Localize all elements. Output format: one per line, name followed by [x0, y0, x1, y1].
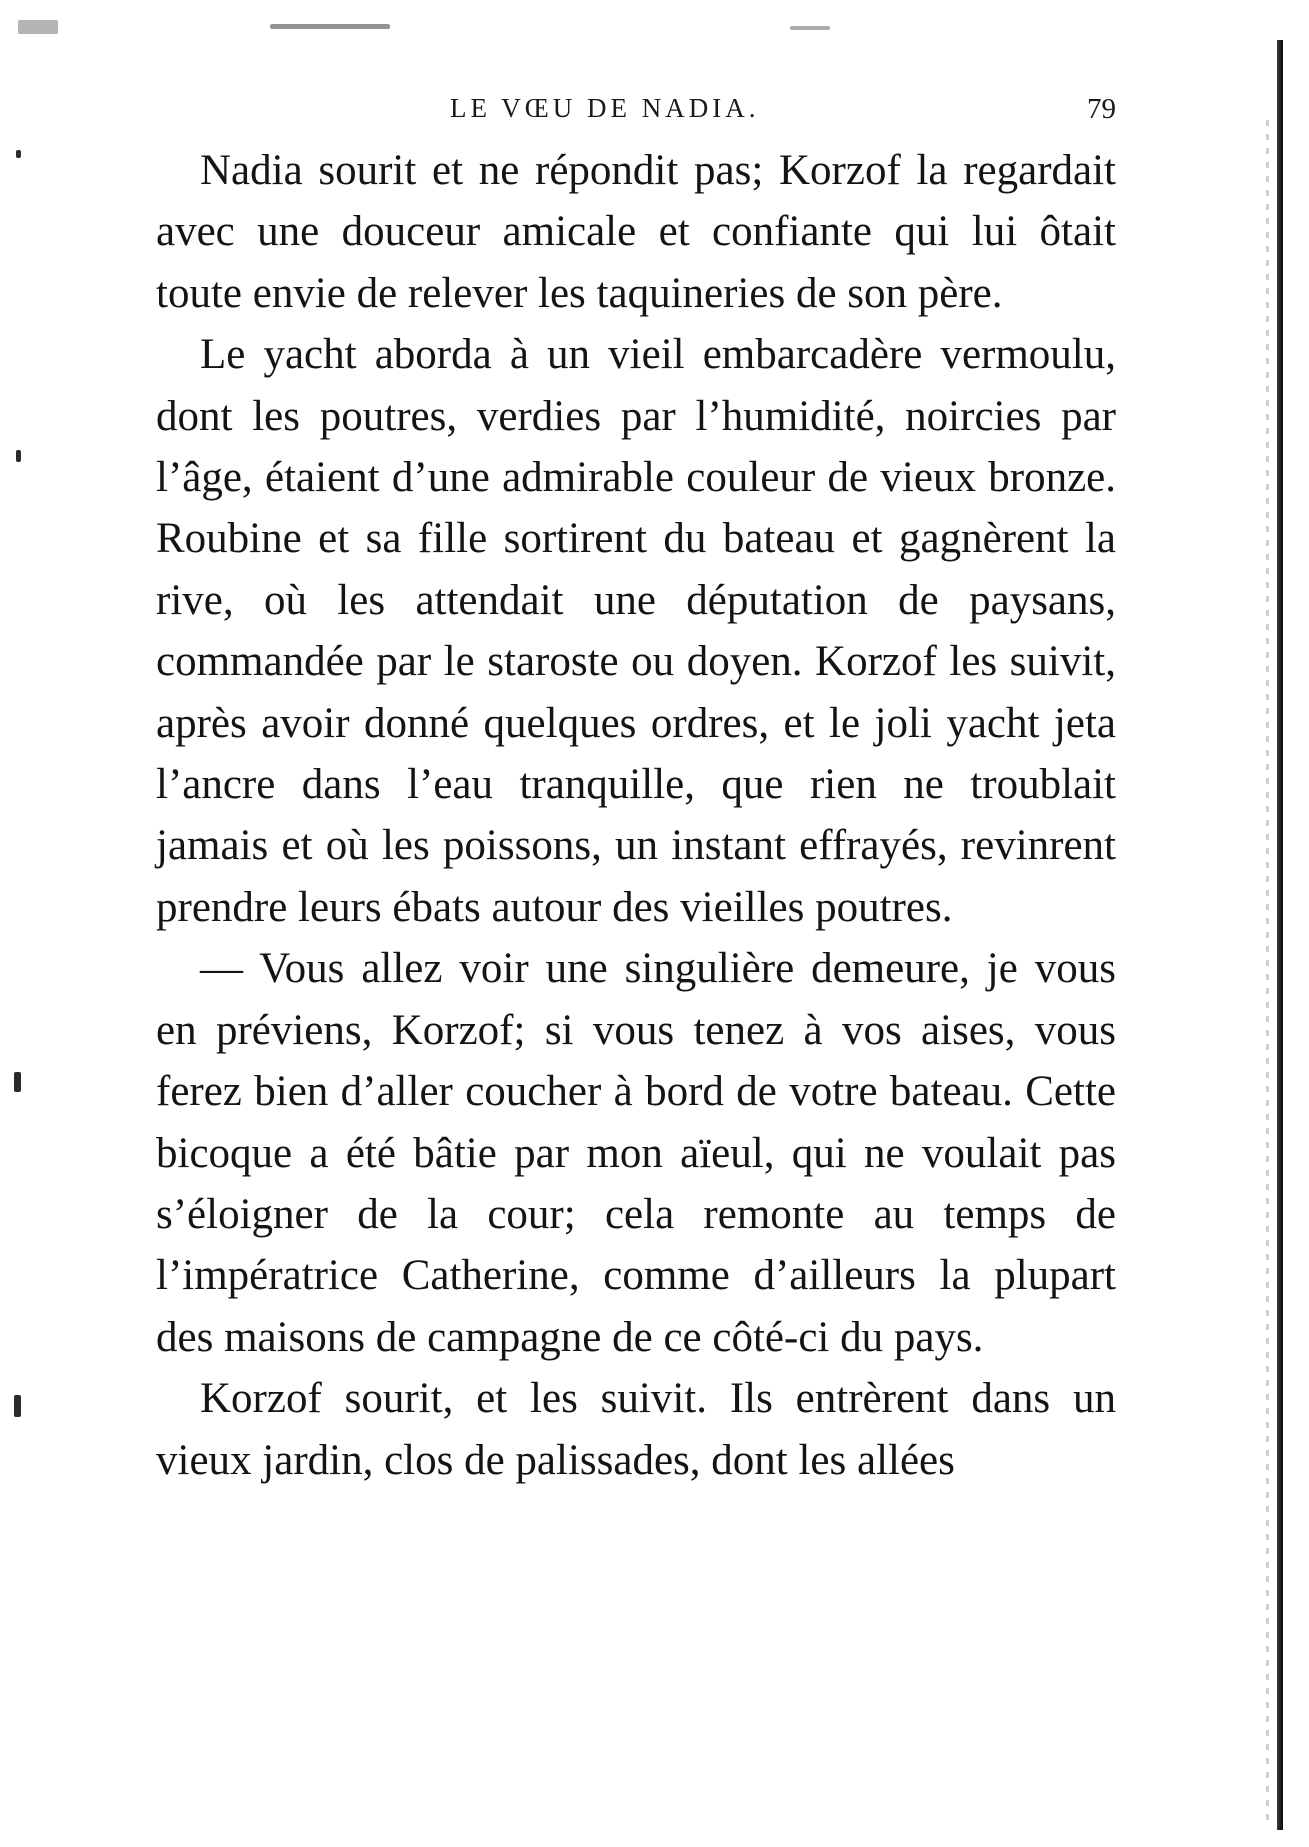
scan-smudge — [14, 1395, 21, 1417]
paragraph: Le yacht aborda à un vieil embarcadère vermoulu, dont les poutres, verdies par l’humidité, noircies par l’âge, étaient d’une admirable couleur de vieux bronze. Roubine et sa fille sortirent du bateau et gagnèrent la rive, où les attendait une députation de paysans, commandée par le staroste ou doyen. Korzof les suivit, après avoir donné quelques ordres, et le joli yacht jeta l’ancre dans l’eau tranquille, que rien ne troublait jamais et où les poissons, un instant effrayés, revinrent prendre leurs ébats autour des vieilles poutres. — [156, 331, 1116, 931]
scan-smudge — [790, 26, 830, 30]
scan-smudge — [16, 450, 21, 462]
paragraph: Korzof sourit, et les suivit. Ils entrèrent dans un vieux jardin, clos de palissades, dont les allées — [156, 1375, 1116, 1484]
scan-smudge — [16, 150, 21, 158]
scan-smudge — [270, 24, 390, 29]
paragraph: Nadia sourit et ne répondit pas; Korzof la regardait avec une douceur amicale et confiante qui lui ôtait toute envie de relever les taquineries de son père. — [156, 147, 1116, 317]
page-number: 79 — [1087, 93, 1116, 125]
running-title: LE VŒU DE NADIA. — [450, 93, 760, 123]
paragraph: — Vous allez voir une singulière demeure, je vous en préviens, Korzof; si vous tenez à vos aises, vous ferez bien d’aller coucher à bord de votre bateau. Cette bicoque a été bâtie par mon aïeul, qui ne voulait pas s’éloigner de la cour; cela remonte au temps de l’impératrice Catherine, comme d’ailleurs la plupart des maisons de campagne de ce côté-ci du pays. — [156, 945, 1116, 1361]
scan-smudge — [14, 1072, 21, 1092]
scan-page-edge — [1277, 40, 1283, 1830]
page-header — [156, 93, 1116, 129]
scan-smudge — [18, 20, 58, 34]
scan-edge-shadow — [1266, 120, 1269, 1820]
body-text — [156, 140, 1116, 1491]
